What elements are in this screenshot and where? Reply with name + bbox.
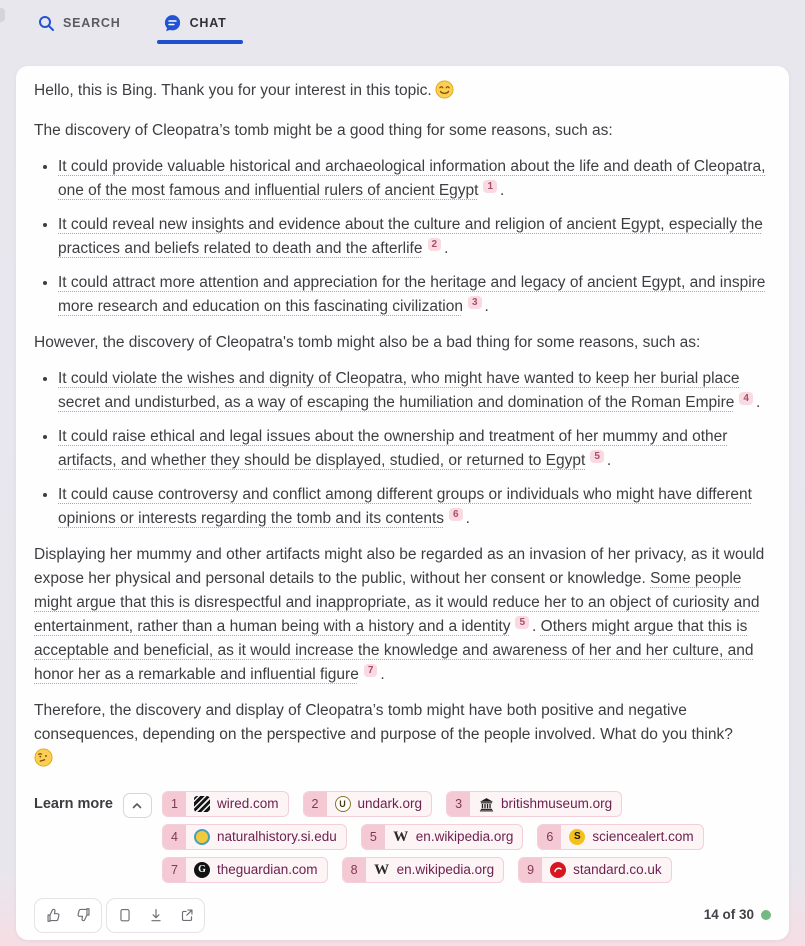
download-button[interactable] — [142, 902, 169, 929]
share-button[interactable] — [173, 902, 200, 929]
list-item — [58, 425, 771, 473]
list-item — [58, 483, 771, 531]
citation-badge[interactable]: 6 — [449, 508, 463, 521]
sentence-period: . — [380, 666, 385, 683]
search-icon — [38, 15, 55, 32]
citation-badge[interactable]: 1 — [483, 180, 497, 193]
actions-group — [106, 898, 205, 933]
source-domain: wired.com — [216, 796, 279, 811]
undark-favicon: U — [335, 796, 351, 812]
citation-link[interactable]: It could provide valuable historical and archaeological information about the life and death of Cleopatra, one of the most famous and influential rulers of ancient Egypt — [58, 158, 766, 199]
wikipedia-favicon: W — [393, 829, 409, 845]
list-item — [58, 367, 771, 415]
chat-bubble-icon — [163, 14, 182, 33]
citation-link[interactable]: Others might argue that this is acceptable and beneficial, as it would increase the knowledge and awareness of her and her culture, and honor her as a remarkable and influential figure — [34, 618, 754, 683]
closing-paragraph — [34, 699, 771, 775]
tab-chat-label: CHAT — [189, 16, 227, 30]
toolbar-button-groups — [34, 898, 205, 933]
counter-text: 14 of 30 — [703, 907, 754, 922]
british-museum-favicon — [478, 796, 494, 812]
top-tab-bar — [0, 0, 805, 46]
source-chip-undark[interactable] — [303, 791, 433, 817]
active-tab-underline — [157, 40, 243, 44]
source-domain: sciencealert.com — [592, 829, 694, 844]
learn-more-section — [34, 791, 771, 883]
source-domain: en.wikipedia.org — [396, 862, 495, 877]
feedback-group — [34, 898, 102, 933]
sentence-period: . — [465, 510, 470, 527]
source-domain: naturalhistory.si.edu — [216, 829, 337, 844]
source-chip-wikipedia-1[interactable] — [361, 824, 524, 850]
copy-button[interactable] — [111, 902, 138, 929]
sentence-period: . — [500, 182, 505, 199]
source-domain: undark.org — [357, 796, 423, 811]
tab-chat[interactable] — [161, 0, 229, 46]
tab-search-label: SEARCH — [63, 16, 121, 30]
source-number-badge: 7 — [163, 858, 186, 882]
smiling-face-emoji — [435, 80, 454, 107]
bad-reasons-lead: However, the discovery of Cleopatra's tomb might also be a bad thing for some reasons, such as: — [34, 334, 701, 351]
good-reasons-list — [34, 155, 771, 319]
source-number-badge: 6 — [538, 825, 561, 849]
sentence-period: . — [444, 240, 449, 257]
source-number-badge: 3 — [447, 792, 470, 816]
bad-reasons-list — [34, 367, 771, 531]
chat-answer-card — [16, 66, 789, 940]
status-dot — [761, 910, 771, 920]
privacy-paragraph — [34, 543, 771, 687]
learn-more-label: Learn more — [34, 796, 113, 812]
source-chip-row — [162, 824, 704, 850]
thumbs-down-button[interactable] — [70, 902, 97, 929]
citation-badge[interactable]: 7 — [364, 664, 378, 677]
source-chip-row — [162, 857, 704, 883]
closing-text: Therefore, the discovery and display of Cleopatra’s tomb might have both positive and negative consequences, depending on the perspective and purpose of the people involved. What do you think? — [34, 702, 733, 743]
sentence-period: . — [755, 394, 761, 411]
citation-badge[interactable]: 5 — [590, 450, 604, 463]
citation-badge[interactable]: 5 — [515, 616, 529, 629]
citation-badge[interactable]: 3 — [468, 296, 482, 309]
source-chip-standard[interactable] — [518, 857, 672, 883]
citation-link[interactable]: It could violate the wishes and dignity of Cleopatra, who might have wanted to keep her burial place secret and undisturbed, as a way of escaping the humiliation and domination of the Roman Empire — [58, 370, 740, 411]
source-chip-row — [162, 791, 704, 817]
source-chip-britishmuseum[interactable] — [446, 791, 622, 817]
sciencealert-favicon: S — [569, 829, 585, 845]
guardian-favicon: G — [194, 862, 210, 878]
citation-link[interactable]: It could raise ethical and legal issues about the ownership and treatment of her mummy and other artifacts, and whether they should be displayed, studied, or returned to Egypt — [58, 428, 728, 469]
citation-badge[interactable]: 4 — [739, 392, 753, 405]
message-counter — [704, 903, 771, 927]
source-chip-wikipedia-2[interactable] — [342, 857, 505, 883]
citation-link[interactable]: It could cause controversy and conflict among different groups or individuals who might have different opinions or interests regarding the tomb and its contents — [58, 486, 752, 527]
smithsonian-favicon — [194, 829, 210, 845]
source-chip-sciencealert[interactable] — [537, 824, 703, 850]
standard-favicon — [550, 862, 566, 878]
tab-search[interactable] — [36, 0, 123, 46]
citation-link[interactable]: It could attract more attention and appreciation for the heritage and legacy of ancient Egypt, and inspire more research and education on this fascinating civilization — [58, 274, 766, 315]
citation-badge[interactable]: 2 — [428, 238, 442, 251]
sentence-period: . — [484, 298, 489, 315]
list-item — [58, 271, 771, 319]
chevron-up-icon — [131, 800, 143, 812]
good-reasons-lead: The discovery of Cleopatra’s tomb might be a good thing for some reasons, such as: — [34, 122, 613, 139]
intro-paragraph — [34, 79, 771, 107]
source-chips — [162, 791, 704, 883]
source-number-badge: 2 — [304, 792, 327, 816]
wired-favicon — [194, 796, 210, 812]
source-domain: standard.co.uk — [573, 862, 662, 877]
source-number-badge: 4 — [163, 825, 186, 849]
citation-link[interactable]: Some people might argue that this is disrespectful and inappropriate, as it would reduce her to an object of curiosity and entertainment, rather than a human being with a history and a identity — [34, 570, 760, 635]
thinking-face-emoji — [34, 748, 53, 775]
source-number-badge: 5 — [362, 825, 385, 849]
list-item — [58, 155, 771, 203]
source-chip-guardian[interactable] — [162, 857, 328, 883]
source-domain: theguardian.com — [216, 862, 318, 877]
wikipedia-favicon: W — [374, 862, 390, 878]
source-domain: britishmuseum.org — [501, 796, 613, 811]
source-chip-wired[interactable] — [162, 791, 289, 817]
collapse-sources-button[interactable] — [123, 793, 152, 818]
source-number-badge: 1 — [163, 792, 186, 816]
privacy-plain-text: Displaying her mummy and other artifacts might also be regarded as an invasion of her privacy, as it would expose her physical and personal details to the public, without her consent or knowledge. — [34, 546, 765, 587]
citation-link[interactable]: It could reveal new insights and evidence about the culture and religion of ancient Egypt, especially the practices and beliefs related to death and the afterlife — [58, 216, 763, 257]
source-domain: en.wikipedia.org — [415, 829, 514, 844]
source-number-badge: 8 — [343, 858, 366, 882]
message-toolbar — [34, 895, 771, 935]
source-chip-naturalhistory[interactable] — [162, 824, 347, 850]
sentence-period: . — [532, 618, 537, 635]
intro-text: Hello, this is Bing. Thank you for your interest in this topic. — [34, 82, 432, 99]
thumbs-up-button[interactable] — [39, 902, 66, 929]
sentence-period: . — [606, 452, 612, 469]
source-number-badge: 9 — [519, 858, 542, 882]
list-item — [58, 213, 771, 261]
